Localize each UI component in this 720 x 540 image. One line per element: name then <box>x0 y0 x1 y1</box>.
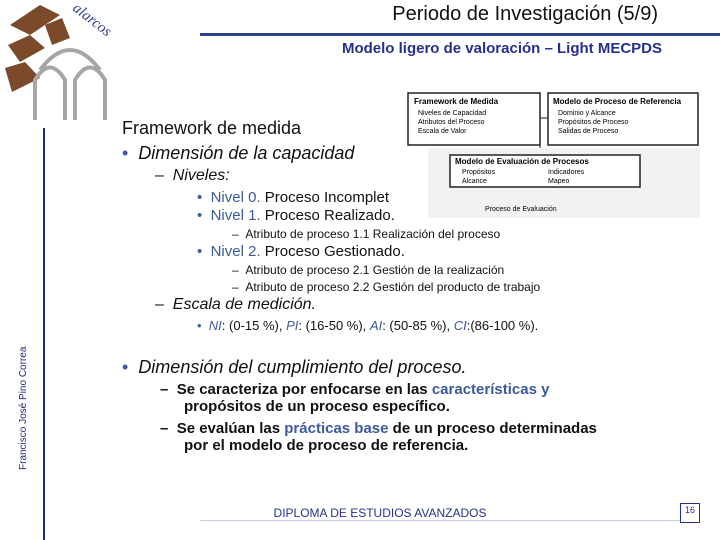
box3-left-item: Alcance <box>462 178 487 185</box>
box1-item: Niveles de Capacidad <box>418 110 487 117</box>
side-rule <box>43 128 45 540</box>
bullet-capacidad: • Dimensión de la capacidad <box>122 143 355 163</box>
bullet-cumplimiento: • Dimensión del cumplimiento del proceso. <box>122 357 467 377</box>
atributo-1-1: – Atributo de proceso 1.1 Realización del proceso <box>232 227 501 241</box>
box3-right-item: Mapeo <box>548 178 570 185</box>
box1-item: Atributos del Proceso <box>418 119 485 126</box>
title-rule <box>200 33 720 36</box>
page-title: Periodo de Investigación (5/9) <box>392 3 658 25</box>
alarcos-logo <box>0 0 135 130</box>
box3-caption: Proceso de Evaluación <box>485 206 557 213</box>
box3-left-item: Propósitos <box>462 169 496 176</box>
niveles-item: – Niveles: <box>155 167 230 184</box>
page-subtitle: Modelo ligero de valoración – Light MECPDS <box>341 40 662 57</box>
atributo-2-1: – Atributo de proceso 2.1 Gestión de la realización <box>232 263 505 277</box>
nivel-0: • Nivel 0. Proceso Incomplet <box>197 189 390 206</box>
nivel-2: • Nivel 2. Proceso Gestionado. <box>197 243 405 260</box>
box2-item: Propósitos de Proceso <box>558 119 629 126</box>
box1-title: Framework de Medida <box>414 97 499 106</box>
escala-values: • NI: (0-15 %), PI: (16-50 %), AI: (50-85 %), CI:(86-100 %). <box>197 318 539 333</box>
cumplimiento-1: – Se caracteriza por enfocarse en las características y propósitos de un proceso específico. <box>160 381 550 415</box>
process-diagram <box>400 88 700 218</box>
heading: Framework de medida <box>122 118 302 138</box>
atributo-2-2: – Atributo de proceso 2.2 Gestión del producto de trabajo <box>232 280 541 294</box>
box2-item: Salidas de Proceso <box>558 128 619 135</box>
footer-rule <box>200 520 700 521</box>
box3-title: Modelo de Evaluación de Procesos <box>455 157 589 166</box>
box2-item: Dominio y Alcance <box>558 110 616 117</box>
box2-title: Modelo de Proceso de Referencia <box>553 97 682 106</box>
escala-item: – Escala de medición. <box>155 296 316 313</box>
logo-text: alarcos <box>69 0 115 41</box>
page-number: 16 <box>680 503 700 523</box>
nivel-1: • Nivel 1. Proceso Realizado. <box>197 207 395 224</box>
footer-label: DIPLOMA DE ESTUDIOS AVANZADOS <box>273 506 487 520</box>
box3-right-item: Indicadores <box>548 169 585 176</box>
box1-item: Escala de Valor <box>418 128 467 135</box>
cumplimiento-2: – Se evalúan las prácticas base de un proceso determinadas por el modelo de proceso de referencia. <box>160 420 597 454</box>
author-label: Francisco José Pino Correa <box>18 346 29 470</box>
